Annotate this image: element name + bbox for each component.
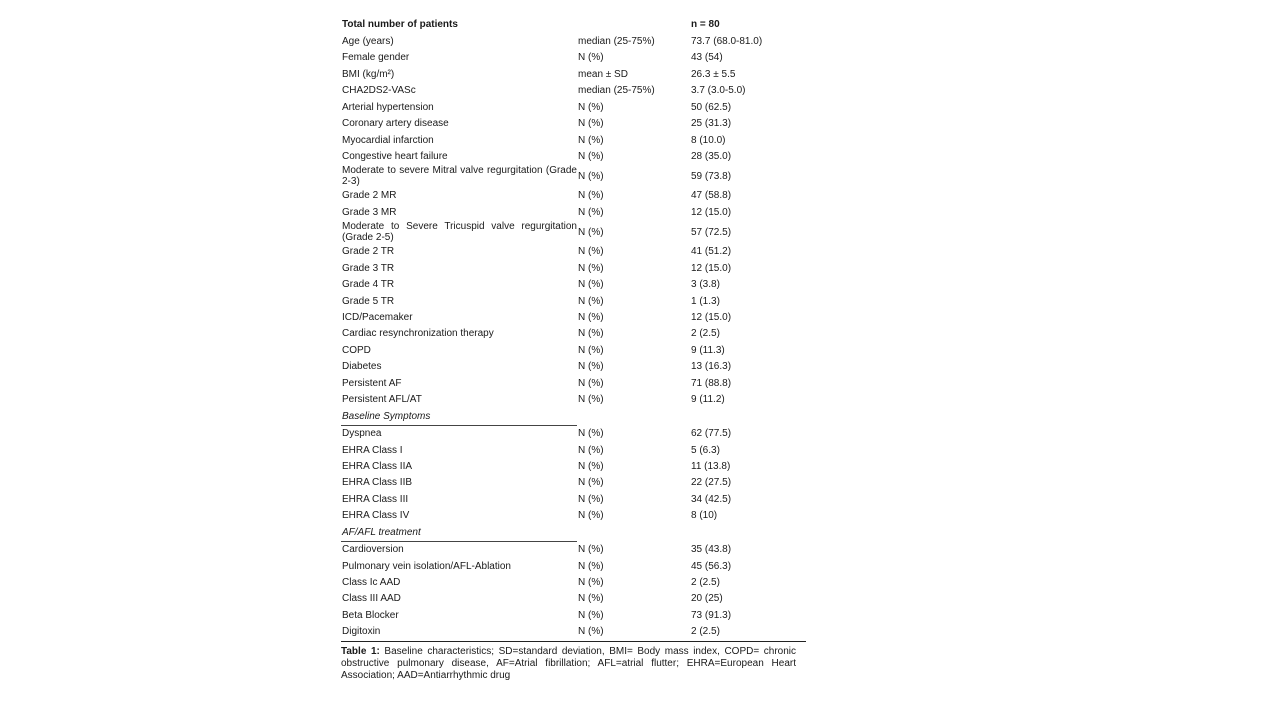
baseline-table-document bbox=[341, 17, 806, 682]
table-row bbox=[341, 83, 806, 99]
row-value: 28 (35.0) bbox=[691, 150, 732, 162]
empty-cell bbox=[690, 408, 806, 425]
row-value: 9 (11.2) bbox=[691, 394, 725, 406]
row-value: 2 (2.5) bbox=[691, 626, 720, 638]
row-value: 12 (15.0) bbox=[691, 312, 732, 324]
table-row bbox=[341, 165, 806, 188]
row-statistic: N (%) bbox=[578, 52, 604, 64]
section-header-row bbox=[341, 408, 806, 425]
row-value: 43 (54) bbox=[691, 52, 723, 64]
row-label: Grade 3 TR bbox=[342, 262, 395, 274]
table-row bbox=[341, 326, 806, 342]
row-statistic: N (%) bbox=[578, 170, 604, 182]
row-statistic: N (%) bbox=[578, 377, 604, 389]
row-statistic: N (%) bbox=[578, 477, 604, 489]
row-label: Dyspnea bbox=[342, 428, 382, 440]
caption-text: Baseline characteristics; SD=standard deviation, BMI= Body mass index, COPD= chronic obstructive pulmonary disease, AF=Atrial fibrillation; AFL=atrial flutter; EHRA=European Heart Association; AAD=Antiarrhythmic drug bbox=[341, 646, 797, 681]
row-statistic: N (%) bbox=[578, 150, 604, 162]
row-label: Age (years) bbox=[342, 35, 394, 47]
row-statistic: N (%) bbox=[578, 543, 604, 555]
row-label: EHRA Class IIB bbox=[342, 477, 413, 489]
row-statistic: N (%) bbox=[578, 493, 604, 505]
table-row bbox=[341, 221, 806, 244]
table-row bbox=[341, 475, 806, 491]
table-row bbox=[341, 149, 806, 165]
row-value: 11 (13.8) bbox=[691, 460, 731, 472]
row-label: Congestive heart failure bbox=[342, 150, 448, 162]
row-statistic: N (%) bbox=[578, 593, 604, 605]
row-statistic: N (%) bbox=[578, 246, 604, 258]
row-label: Myocardial infarction bbox=[342, 134, 434, 146]
row-value: 2 (2.5) bbox=[691, 577, 720, 589]
row-statistic: mean ± SD bbox=[578, 68, 628, 80]
table-header-row bbox=[341, 17, 806, 33]
table-row bbox=[341, 508, 806, 524]
row-statistic: N (%) bbox=[578, 262, 604, 274]
table-row bbox=[341, 558, 806, 574]
table-row bbox=[341, 491, 806, 507]
row-value: 25 (31.3) bbox=[691, 118, 732, 130]
table-row bbox=[341, 442, 806, 458]
table-row bbox=[341, 116, 806, 132]
row-statistic: N (%) bbox=[578, 134, 604, 146]
table-row bbox=[341, 204, 806, 220]
section-header-row bbox=[341, 524, 806, 541]
row-label: Grade 3 MR bbox=[342, 206, 397, 218]
row-label: Pulmonary vein isolation/AFL-Ablation bbox=[342, 560, 511, 572]
empty-cell bbox=[577, 408, 690, 425]
empty-cell bbox=[690, 524, 806, 541]
row-value: 57 (72.5) bbox=[691, 226, 732, 238]
row-statistic: N (%) bbox=[578, 279, 604, 291]
row-label: Grade 4 TR bbox=[342, 279, 395, 291]
row-label: Class Ic AAD bbox=[342, 577, 401, 589]
table-row bbox=[341, 575, 806, 591]
row-statistic: N (%) bbox=[578, 328, 604, 340]
row-label: EHRA Class I bbox=[342, 444, 403, 456]
row-value: 3.7 (3.0-5.0) bbox=[691, 85, 746, 97]
row-statistic: N (%) bbox=[578, 361, 604, 373]
row-label: Grade 2 TR bbox=[342, 246, 395, 258]
row-label: EHRA Class IIA bbox=[342, 460, 413, 472]
row-statistic: N (%) bbox=[578, 427, 604, 439]
row-value: 3 (3.8) bbox=[691, 279, 720, 291]
row-statistic: N (%) bbox=[578, 609, 604, 621]
table-row bbox=[341, 99, 806, 115]
row-value: 8 (10) bbox=[691, 510, 718, 522]
row-label: Grade 5 TR bbox=[342, 295, 395, 307]
table-row bbox=[341, 541, 806, 558]
table-row bbox=[341, 310, 806, 326]
row-label: Persistent AFL/AT bbox=[342, 394, 422, 406]
row-value: 41 (51.2) bbox=[691, 246, 732, 258]
row-value: 12 (15.0) bbox=[691, 262, 732, 274]
row-label: Cardiac resynchronization therapy bbox=[342, 328, 494, 340]
row-value: 34 (42.5) bbox=[691, 493, 732, 505]
row-label: Digitoxin bbox=[342, 626, 381, 638]
table-row bbox=[341, 277, 806, 293]
row-value: 26.3 ± 5.5 bbox=[691, 68, 736, 80]
table-row bbox=[341, 66, 806, 82]
section-title: Baseline Symptoms bbox=[341, 408, 577, 425]
row-value: 1 (1.3) bbox=[691, 295, 720, 307]
row-statistic: N (%) bbox=[578, 101, 604, 113]
row-label: CHA2DS2-VASc bbox=[342, 85, 416, 97]
row-value: 73 (91.3) bbox=[691, 609, 732, 621]
row-label: Persistent AF bbox=[342, 377, 402, 389]
table-row bbox=[341, 375, 806, 391]
row-value: 2 (2.5) bbox=[691, 328, 720, 340]
row-label: Moderate to Severe Tricuspid valve regurgitation (Grade 2-5) bbox=[342, 220, 577, 244]
table-row bbox=[341, 188, 806, 204]
row-statistic: N (%) bbox=[578, 510, 604, 522]
row-label: EHRA Class III bbox=[342, 493, 409, 505]
row-statistic: N (%) bbox=[578, 344, 604, 356]
row-statistic: N (%) bbox=[578, 444, 604, 456]
table-row bbox=[341, 293, 806, 309]
row-value: 13 (16.3) bbox=[691, 361, 732, 373]
caption-label: Table 1: bbox=[341, 646, 380, 658]
row-value: 9 (11.3) bbox=[691, 344, 725, 356]
table-row bbox=[341, 260, 806, 276]
header-label: Total number of patients bbox=[342, 19, 458, 31]
row-label: EHRA Class IV bbox=[342, 510, 410, 522]
row-value: 71 (88.8) bbox=[691, 377, 732, 389]
row-label: Grade 2 MR bbox=[342, 190, 397, 202]
row-statistic: N (%) bbox=[578, 560, 604, 572]
table-row bbox=[341, 392, 806, 408]
table-row bbox=[341, 624, 806, 640]
row-value: 59 (73.8) bbox=[691, 170, 732, 182]
row-value: 12 (15.0) bbox=[691, 206, 732, 218]
row-statistic: N (%) bbox=[578, 460, 604, 472]
row-value: 5 (6.3) bbox=[691, 444, 720, 456]
row-statistic: N (%) bbox=[578, 190, 604, 202]
table-row bbox=[341, 342, 806, 358]
row-label: Arterial hypertension bbox=[342, 101, 434, 113]
header-value: n = 80 bbox=[691, 19, 720, 31]
table-row bbox=[341, 425, 806, 442]
row-value: 47 (58.8) bbox=[691, 190, 732, 202]
row-value: 8 (10.0) bbox=[691, 134, 726, 146]
row-statistic: N (%) bbox=[578, 626, 604, 638]
row-value: 45 (56.3) bbox=[691, 560, 732, 572]
table-row bbox=[341, 459, 806, 475]
row-value: 62 (77.5) bbox=[691, 427, 732, 439]
row-label: Moderate to severe Mitral valve regurgitation (Grade 2-3) bbox=[342, 164, 577, 188]
row-statistic: N (%) bbox=[578, 295, 604, 307]
row-label: Female gender bbox=[342, 52, 410, 64]
row-statistic: median (25-75%) bbox=[578, 85, 655, 97]
table-row bbox=[341, 132, 806, 148]
row-label: ICD/Pacemaker bbox=[342, 312, 413, 324]
row-value: 22 (27.5) bbox=[691, 477, 732, 489]
row-label: COPD bbox=[342, 344, 371, 356]
row-label: Coronary artery disease bbox=[342, 118, 449, 130]
row-statistic: median (25-75%) bbox=[578, 35, 655, 47]
table-row bbox=[341, 33, 806, 49]
table-bottom-rule bbox=[341, 641, 806, 642]
row-value: 73.7 (68.0-81.0) bbox=[691, 35, 763, 47]
table-row bbox=[341, 591, 806, 607]
table-row bbox=[341, 50, 806, 66]
row-statistic: N (%) bbox=[578, 206, 604, 218]
row-label: Class III AAD bbox=[342, 593, 401, 605]
table-row bbox=[341, 607, 806, 623]
row-statistic: N (%) bbox=[578, 226, 604, 238]
row-value: 20 (25) bbox=[691, 593, 723, 605]
row-label: Diabetes bbox=[342, 361, 382, 373]
baseline-characteristics-table bbox=[341, 17, 806, 640]
row-statistic: N (%) bbox=[578, 118, 604, 130]
table-caption bbox=[341, 646, 806, 681]
table-row bbox=[341, 244, 806, 260]
row-label: Cardioversion bbox=[342, 544, 404, 556]
section-title: AF/AFL treatment bbox=[341, 524, 577, 541]
row-value: 50 (62.5) bbox=[691, 101, 732, 113]
row-statistic: N (%) bbox=[578, 394, 604, 406]
row-statistic: N (%) bbox=[578, 577, 604, 589]
table-body bbox=[341, 17, 806, 640]
row-value: 35 (43.8) bbox=[691, 543, 732, 555]
row-label: Beta Blocker bbox=[342, 609, 399, 621]
empty-cell bbox=[577, 524, 690, 541]
row-statistic: N (%) bbox=[578, 312, 604, 324]
table-row bbox=[341, 359, 806, 375]
row-label: BMI (kg/m²) bbox=[342, 68, 395, 80]
header-stat bbox=[577, 17, 690, 33]
